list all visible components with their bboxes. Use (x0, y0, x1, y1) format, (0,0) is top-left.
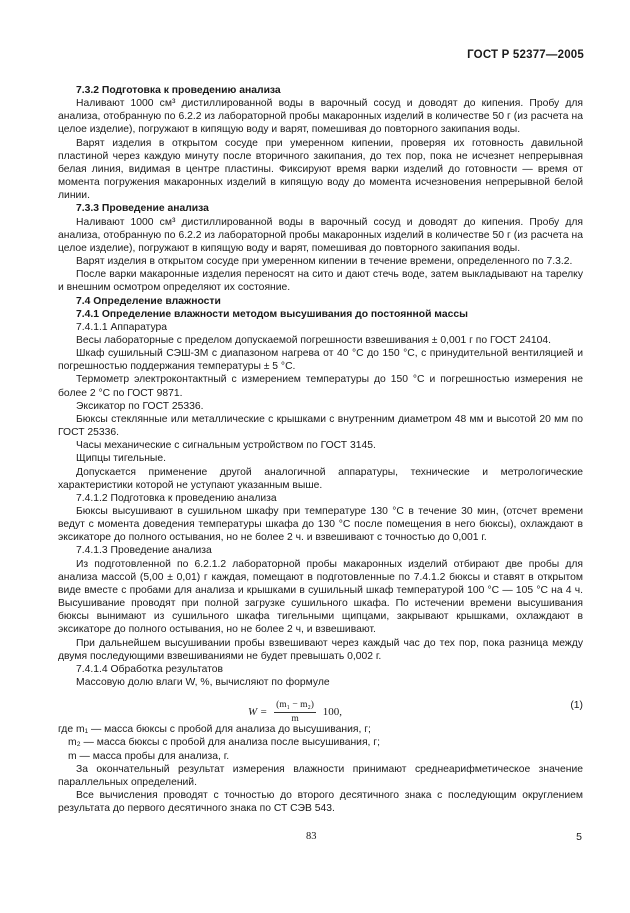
paragraph: Наливают 1000 см³ дистиллированной воды в варочный сосуд и доводят до кипения. Пробу для анализа, отобранную по 6.2.2 из лабораторной пробы макаронных изделий в количестве 50 г (из расчета на целое изделие), погружают в кипящую воду и варят, помешивая до повторного закипания воды. (58, 216, 583, 254)
legend-line: m₂ — масса бюксы с пробой для анализа после высушивания, г; (68, 737, 380, 749)
closing-paragraphs (58, 763, 583, 816)
standard-header: ГОСТ Р 52377—2005 (467, 49, 584, 61)
paragraph: При дальнейшем высушивании пробы взвешивают через каждый час до тех пор, пока разница между двумя последующими взвешиваниями не будет превышать 0,002 г. (58, 637, 583, 662)
footer-sheet-number: 5 (576, 831, 582, 843)
paragraph: Весы лабораторные с пределом допускаемой погрешности взвешивания ± 0,001 г по ГОСТ 24104. (76, 334, 552, 346)
footer-page-number: 83 (306, 831, 317, 842)
paragraph: 7.4.1.3 Проведение анализа (76, 545, 212, 557)
formula-lhs: W = (248, 706, 268, 719)
paragraph: Бюксы стеклянные или металлические с крышками с внутренним диаметром 48 мм и высотой 20 мм по ГОСТ 25336. (58, 413, 583, 439)
body-paragraphs (58, 84, 583, 689)
paragraph: Допускается применение другой аналогичной аппаратуры, технические и метрологические характеристики которой не уступают указанным выше. (58, 466, 583, 491)
paragraph: 7.4 Определение влажности (76, 295, 221, 307)
paragraph: За окончательный результат измерения влажности принимают среднеарифметическое значение параллельных определений. (58, 763, 583, 788)
paragraph: Щипцы тигельные. (76, 453, 166, 465)
paragraph: Из подготовленной по 6.2.1.2 лабораторной пробы макаронных изделий отбирают две пробы для анализа массой (5,00 ± 0,01) г каждая, помещают в подготовленные по 7.4.1.2 бюксы и ставят в открытом виде вместе с пробами для анализа и крышками в сушильный шкаф температурой 100 °С — 105 °С на 4 ч. Высушивание проводят при полной загрузке сушильного шкафа. По истечении времени высушивания бюксы вынимают из сушильного шкафа тигельными щипцами, закрывают крышками, охлаждают в эксикаторе до полного остывания, но не более 2 ч, и взвешивают. (58, 558, 583, 636)
formula-expression (248, 699, 342, 726)
legend-line: где m₁ — масса бюксы с пробой для анализа до высушивания, г; (58, 724, 371, 736)
paragraph: Все вычисления проводят с точностью до второго десятичного знака с последующим округлением результата до первого десятичного знака по СТ СЭВ 543. (58, 789, 583, 815)
paragraph: Шкаф сушильный СЭШ-3М с диапазоном нагрева от 40 °С до 150 °С, с принудительной вентиляцией и погрешностью поддержания температуры ± 5 °С. (58, 348, 583, 373)
document-body (58, 84, 583, 815)
formula-rhs: 100, (322, 706, 342, 719)
paragraph: Наливают 1000 см³ дистиллированной воды в варочный сосуд и доводят до кипения. Пробу для анализа, отобранную по 6.2.2 из лабораторной пробы макаронных изделий в количестве 50 г (из расчета на целое изделие), погружают в кипящую воду и варят, помешивая до повторного закипания воды. (58, 98, 583, 136)
paragraph: Эксикатор по ГОСТ 25336. (76, 400, 204, 412)
formula-legend (58, 723, 583, 762)
paragraph: Варят изделия в открытом сосуде при умеренном кипении, проверяя их готовность давильной пластиной через каждую минуту после вторичного закипания, до тех пор, пока не исчезнет непрерывная белая линия, видимая в центре пластины. Фиксируют время варки изделий до готовности — время от момента погружения макаронных изделий в кипящую воду до момента исчезновения непрерывной белой линии. (58, 137, 583, 202)
formula-block (58, 691, 583, 723)
formula-numerator: (m₁ − m₂) (274, 699, 316, 713)
paragraph: Часы механические с сигнальным устройством по ГОСТ 3145. (76, 440, 376, 452)
paragraph: 7.4.1.1 Аппаратура (76, 321, 168, 333)
paragraph: 7.3.3 Проведение анализа (76, 203, 209, 215)
formula-number: (1) (570, 700, 583, 712)
paragraph: 7.4.1.2 Подготовка к проведению анализа (76, 492, 277, 504)
formula-denominator: m (291, 714, 299, 725)
paragraph: Бюксы высушивают в сушильном шкафу при температуре 130 °С в течение 30 мин, (отсчет времени ведут с момента доведения температуры шкафа до 130 °С после помещения в него бюксы), охлаждают в эксикаторе до полного остывания, но не более 2 ч. и взвешивают с точностью до 0,001 г. (58, 506, 583, 544)
legend-line: m — масса пробы для анализа, г. (68, 750, 230, 762)
paragraph: 7.4.1.4 Обработка результатов (76, 663, 224, 675)
paragraph: Массовую долю влаги W, %, вычисляют по формуле (76, 677, 330, 689)
formula-fraction (274, 699, 316, 726)
paragraph: 7.3.2 Подготовка к проведению анализа (76, 85, 281, 96)
paragraph: После варки макаронные изделия переносят на сито и дают стечь воде, затем выкладывают на тарелку и внешним осмотром определяют их состояние. (58, 269, 583, 294)
paragraph: 7.4.1 Определение влажности методом высушивания до постоянной массы (76, 308, 468, 320)
paragraph: Варят изделия в открытом сосуде при умеренном кипении в течение времени, определенного по 7.3.2. (76, 256, 573, 268)
paragraph: Термометр электроконтактный с измерением температуры до 150 °С и погрешностью измерения не более 2 °С по ГОСТ 9871. (58, 374, 583, 399)
